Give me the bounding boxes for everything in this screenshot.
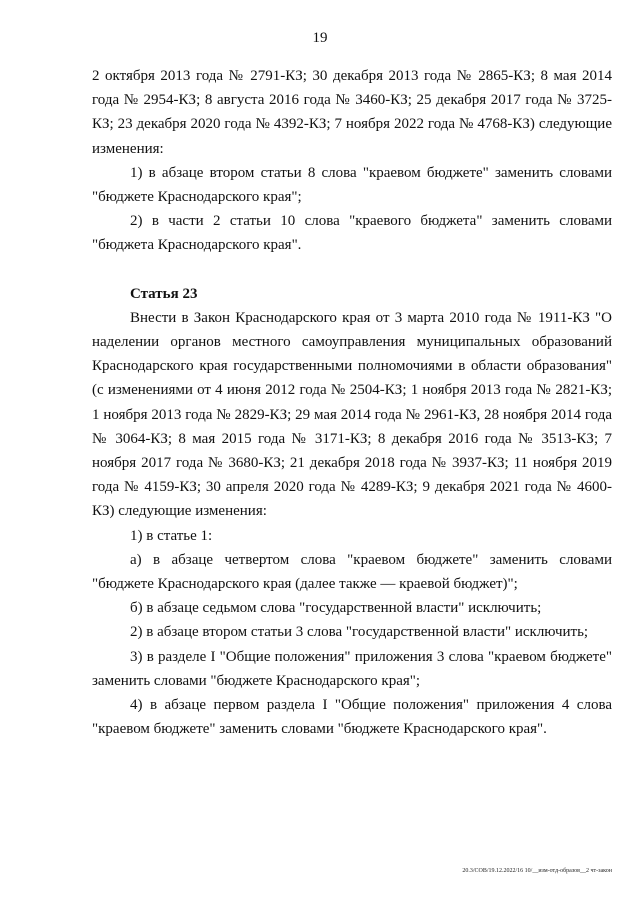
document-body — [92, 64, 612, 741]
paragraph-item-2: 2) в части 2 статьи 10 слова "краевого бюджета" заменить словами "бюджета Краснодарского края". — [92, 213, 612, 254]
document-footer-code: 20.3/СОВ/19.12.2022/16 10/__изм-отд-образов__2 чт-закон — [462, 868, 612, 874]
paragraph-item-1: 1) в абзаце втором статьи 8 слова "краевом бюджете" заменить словами "бюджете Краснодарского края"; — [92, 164, 612, 206]
article-heading: Статья 23 — [130, 285, 198, 302]
article-item-1b: б) в абзаце седьмом слова "государственной власти" исключить; — [130, 600, 542, 617]
article-item-3: 3) в разделе I "Общие положения" приложения 3 слова "краевом бюджете" заменить словами "бюджете Краснодарского края"; — [92, 648, 612, 689]
article-item-4: 4) в абзаце первом раздела I "Общие положения" приложения 4 слова "краевом бюджете" заменить словами "бюджете Краснодарского края". — [92, 697, 612, 738]
paragraph-continued: 2 октября 2013 года № 2791-КЗ; 30 декабря 2013 года № 2865-КЗ; 8 мая 2014 года № 2954-КЗ; 8 августа 2016 года № 3460-КЗ; 25 декабря 2017 года № 3725-КЗ; 23 декабря 2020 года № 4392-КЗ; 7 ноября 2022 года № 4768-КЗ) следующие изменения: — [92, 68, 612, 157]
page-number: 19 — [312, 30, 328, 46]
article-item-1: 1) в статье 1: — [130, 527, 213, 544]
article-intro: Внести в Закон Краснодарского края от 3 марта 2010 года № 1911-КЗ "О наделении органов местного самоуправления муниципальных образований Краснодарского края государственными полномочиями в области образования" (с изменениями от 4 июня 2012 года № 2504-КЗ; 1 ноября 2013 года № 2821-КЗ; 1 ноября 2013 года № 2829-КЗ; 29 мая 2014 года № 2961-КЗ, 28 ноября 2014 года № 3064-КЗ; 8 мая 2015 года № 3171-КЗ; 8 декабря 2016 года № 3513-КЗ; 7 ноября 2017 года № 3680-КЗ; 21 декабря 2018 года № 3937-КЗ; 11 ноября 2019 года № 4159-КЗ; 30 апреля 2020 года № 4289-КЗ; 9 декабря 2021 года № 4600-КЗ) следующие изменения: — [92, 309, 612, 520]
article-item-2: 2) в абзаце втором статьи 3 слова "государственной власти" исключить; — [130, 624, 589, 641]
article-item-1a: а) в абзаце четвертом слова "краевом бюджете" заменить словами "бюджете Краснодарского края (далее также — краевой бюджет)"; — [92, 551, 612, 593]
